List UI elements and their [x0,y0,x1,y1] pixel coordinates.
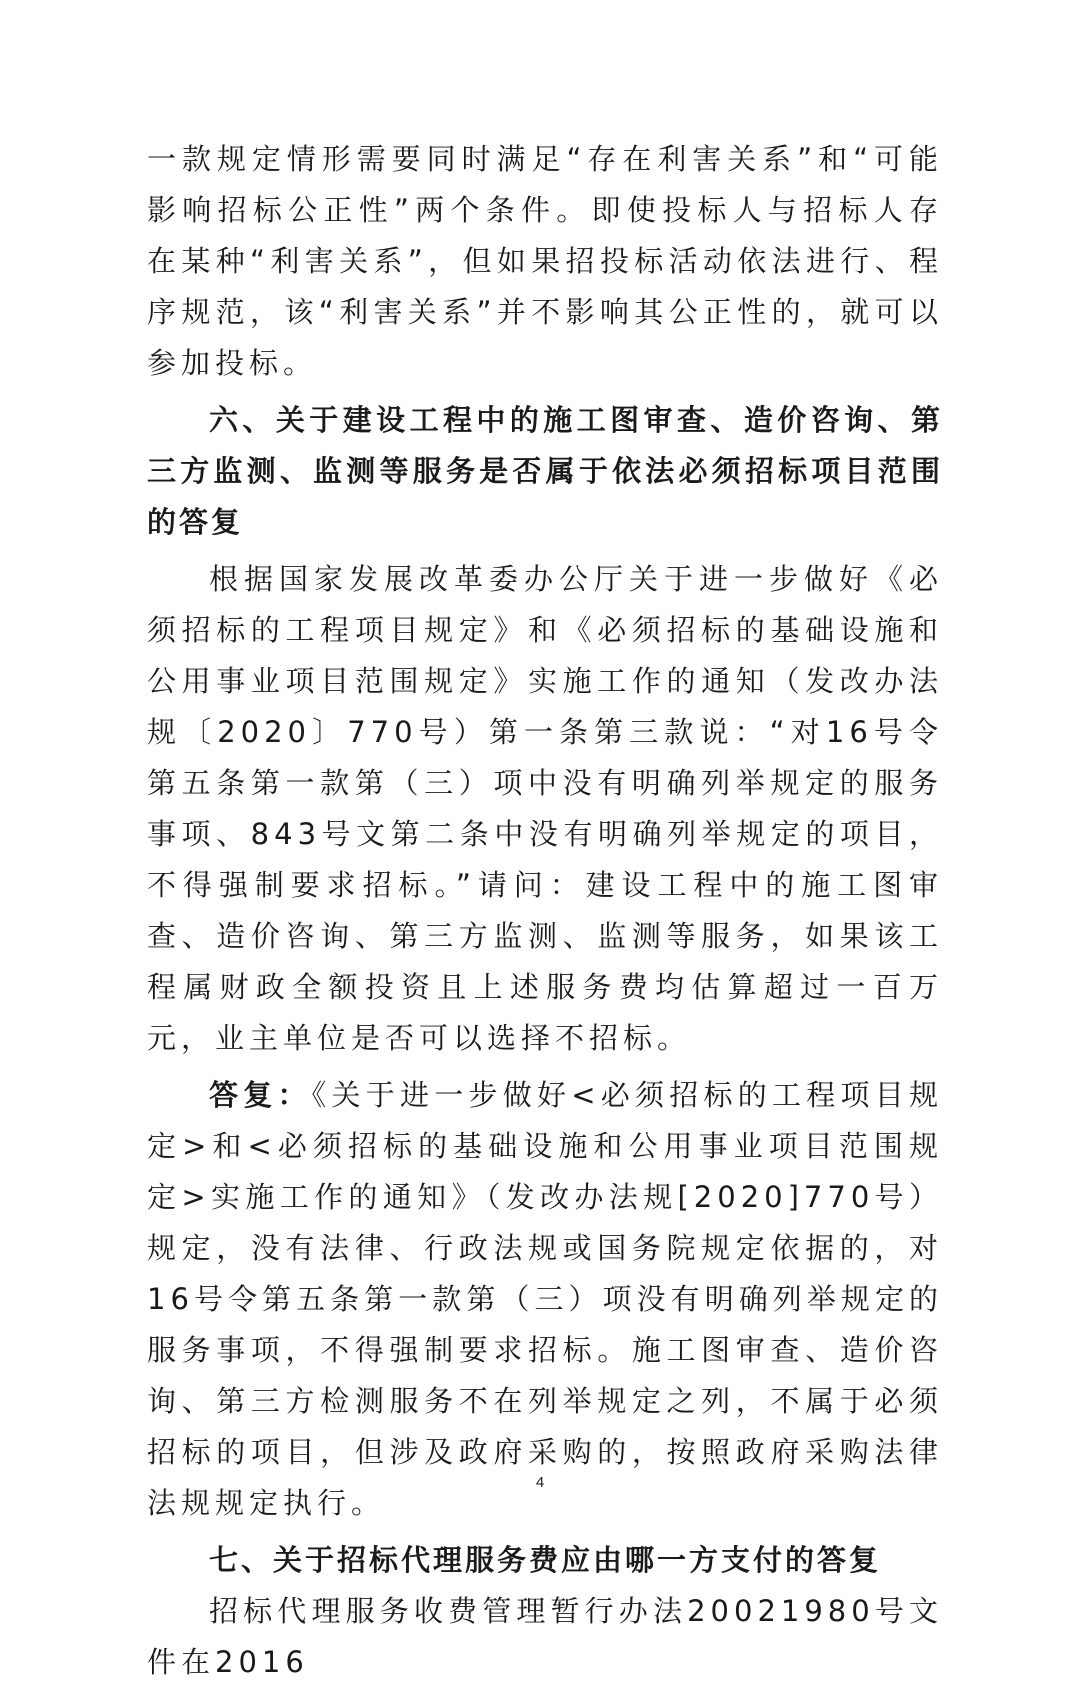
section-heading-6: 六、关于建设工程中的施工图审查、造价咨询、第三方监测、监测等服务是否属于依法必须招标项目范围的答复 [147,403,943,539]
document-body [147,134,943,1688]
answer-label: 答复： [209,1078,312,1112]
answer-text: 《关于进一步做好<必须招标的工程项目规定>和<必须招标的基础设施和公用事业项目范围规定>实施工作的通知》（发改办法规[2020]770号）规定，没有法律、行政法规或国务院规定依据的，对16号令第五条第一款第（三）项没有明确列举规定的服务事项，不得强制要求招标。施工图审查、造价咨询、第三方检测服务不在列举规定之列，不属于必须招标的项目，但涉及政府采购的，按照政府采购法律法规规定执行。 [147,1078,943,1520]
paragraph-fee-start: 招标代理服务收费管理暂行办法20021980号文件在2016 [147,1594,943,1679]
paragraph-intro: 一款规定情形需要同时满足“存在利害关系”和“可能影响招标公正性”两个条件。即使投标人与招标人存在某种“利害关系”，但如果招投标活动依法进行、程序规范，该“利害关系”并不影响其公正性的，就可以参加投标。 [147,142,943,380]
paragraph-answer [147,1070,943,1529]
paragraph-question: 根据国家发展改革委办公厅关于进一步做好《必须招标的工程项目规定》和《必须招标的基础设施和公用事业项目范围规定》实施工作的通知（发改办法规〔2020〕770号）第一条第三款说：“对16号令第五条第一款第（三）项中没有明确列举规定的服务事项、843号文第二条中没有明确列举规定的项目，不得强制要求招标。”请问：建设工程中的施工图审查、造价咨询、第三方监测、监测等服务，如果该工程属财政全额投资且上述服务费均估算超过一百万元，业主单位是否可以选择不招标。 [147,562,943,1055]
page-number: 4 [535,1474,545,1491]
section-heading-7: 七、关于招标代理服务费应由哪一方支付的答复 [209,1543,882,1577]
